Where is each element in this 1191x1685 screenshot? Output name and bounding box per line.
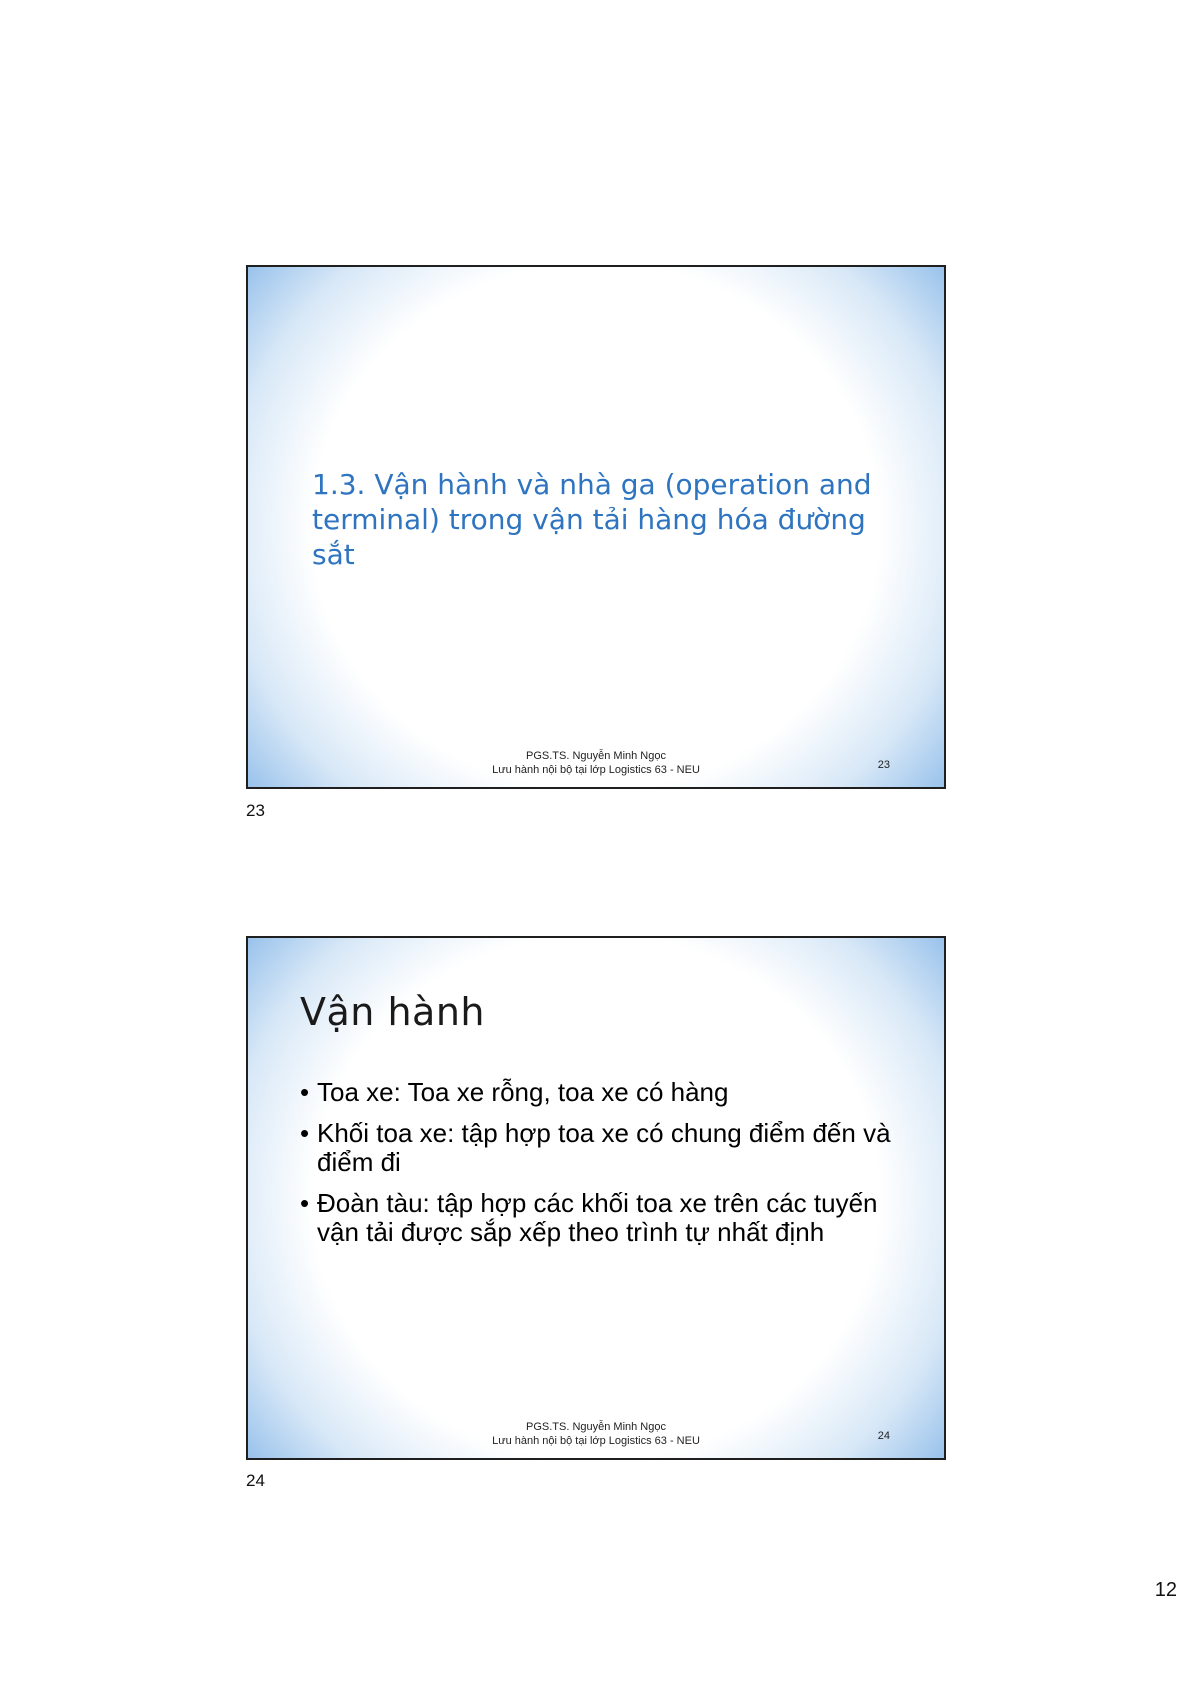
footer-author: PGS.TS. Nguyễn Minh Ngọc <box>525 1421 666 1433</box>
footer-author: PGS.TS. Nguyễn Minh Ngọc <box>525 750 666 762</box>
slide-24 <box>246 936 946 1460</box>
bullet-icon: • <box>300 1188 310 1218</box>
page-number: 12 <box>1154 1579 1177 1601</box>
slide-footer <box>248 749 944 777</box>
slide-number: 23 <box>877 759 890 771</box>
bullet-list <box>300 1078 900 1259</box>
footer-note: Lưu hành nội bộ tại lớp Logistics 63 - NEU <box>492 764 700 776</box>
slide-caption-number: 24 <box>246 1471 265 1490</box>
list-item: • Toa xe: Toa xe rỗng, toa xe có hàng <box>300 1077 729 1107</box>
footer-note: Lưu hành nội bộ tại lớp Logistics 63 - NEU <box>492 1435 700 1447</box>
slide-number: 24 <box>877 1430 890 1442</box>
slide-caption-number: 23 <box>246 801 265 820</box>
slide-title: Vận hành <box>300 990 485 1034</box>
slide-23 <box>246 265 946 789</box>
slide-title: 1.3. Vận hành và nhà ga (operation and terminal) trong vận tải hàng hóa đường sắt <box>312 468 872 571</box>
bullet-icon: • <box>300 1118 310 1148</box>
list-item: • Khối toa xe: tập hợp toa xe có chung điểm đến và điểm đi <box>300 1118 891 1177</box>
slide-footer <box>248 1420 944 1448</box>
list-item: • Đoàn tàu: tập hợp các khối toa xe trên các tuyến vận tải được sắp xếp theo trình tự nhất định <box>300 1188 878 1247</box>
bullet-icon: • <box>300 1077 310 1107</box>
